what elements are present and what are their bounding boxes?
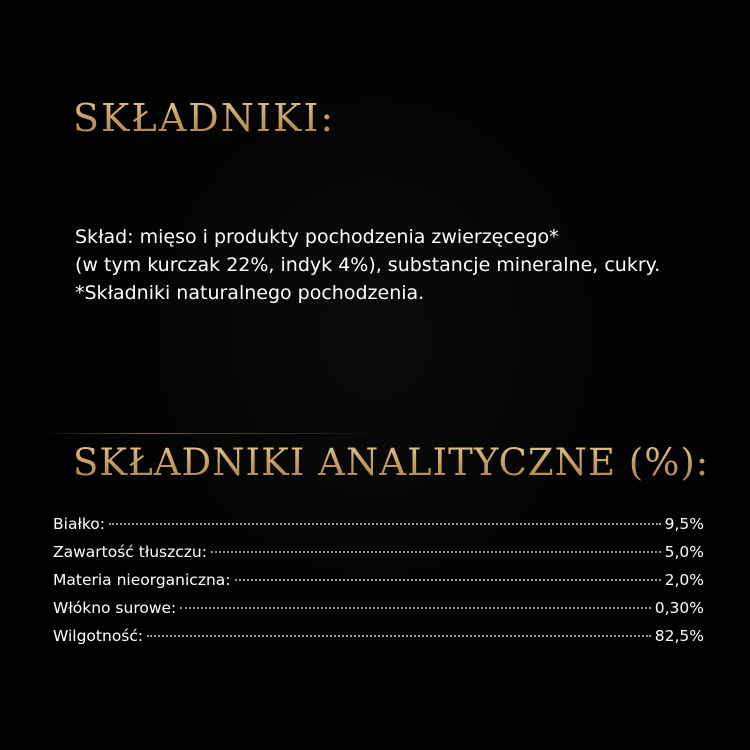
row-label: Zawartość tłuszczu: [53, 543, 207, 561]
analytical-heading: SKŁADNIKI ANALITYCZNE (%): [73, 441, 710, 484]
analytical-table [53, 515, 704, 655]
row-value: 5,0% [664, 543, 704, 561]
dot-leader [235, 579, 661, 581]
composition-line: *Składniki naturalnego pochodzenia. [75, 282, 425, 304]
table-row [53, 543, 704, 571]
dot-leader [180, 607, 650, 609]
ingredients-heading: SKŁADNIKI: [73, 96, 336, 140]
composition-line: Skład: mięso i produkty pochodzenia zwierzęcego* [75, 226, 559, 248]
dot-leader [109, 523, 661, 525]
row-label: Białko: [53, 515, 105, 533]
table-row [53, 627, 704, 655]
row-label: Materia nieorganiczna: [53, 571, 231, 589]
table-row [53, 571, 704, 599]
table-row [53, 515, 704, 543]
row-value: 0,30% [654, 599, 704, 617]
row-value: 2,0% [664, 571, 704, 589]
row-value: 82,5% [654, 627, 704, 645]
composition-text [75, 223, 725, 307]
row-label: Wilgotność: [53, 627, 144, 645]
gold-divider [40, 433, 380, 434]
row-value: 9,5% [664, 515, 704, 533]
composition-line: (w tym kurczak 22%, indyk 4%), substancje mineralne, cukry. [75, 254, 661, 276]
dot-leader [211, 551, 661, 553]
table-row [53, 599, 704, 627]
row-label: Włókno surowe: [53, 599, 177, 617]
dot-leader [147, 635, 651, 637]
